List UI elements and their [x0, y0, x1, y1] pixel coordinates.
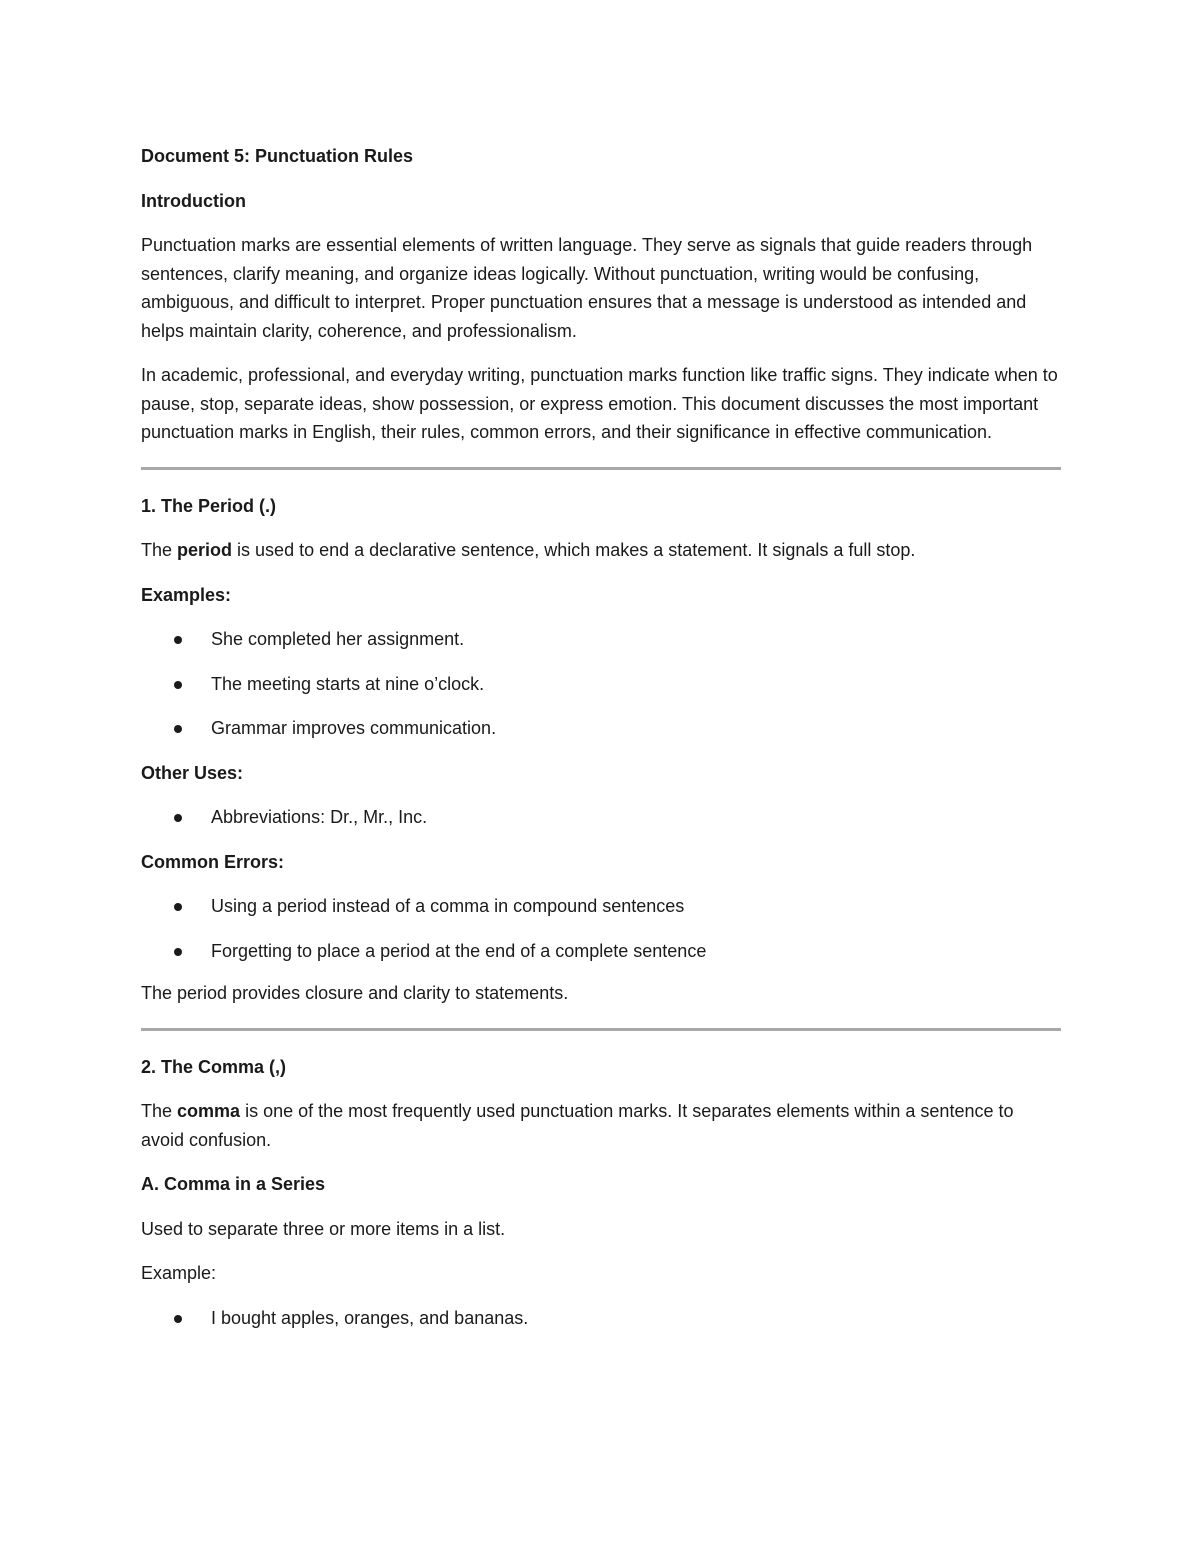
- period-other-uses-label: Other Uses:: [141, 762, 244, 783]
- comma-desc-bold: comma: [177, 1101, 241, 1121]
- list-item: [141, 803, 1061, 832]
- period-desc-bold: period: [177, 540, 233, 560]
- period-other-uses-list: [141, 803, 1061, 832]
- list-item: [141, 937, 1061, 966]
- bullet-icon: [174, 948, 182, 956]
- bullet-icon: [174, 681, 182, 689]
- list-item-text: Forgetting to place a period at the end of a complete sentence: [211, 940, 707, 961]
- intro-paragraph-2: In academic, professional, and everyday writing, punctuation marks function like traffic signs. They indicate when to pause, stop, separate ideas, show possession, or express emotion. This document discusses the most important punctuation marks in English, their rules, common errors, and their significance in effective communication.: [141, 365, 1058, 442]
- list-item-text: Abbreviations: Dr., Mr., Inc.: [211, 807, 428, 827]
- comma-series-heading: A. Comma in a Series: [141, 1174, 326, 1194]
- period-desc-pre: The: [141, 540, 178, 560]
- list-item-text: Grammar improves communication.: [211, 718, 497, 738]
- comma-examples-list: [141, 1304, 1061, 1333]
- period-description: [141, 536, 1061, 565]
- bullet-icon: [174, 1315, 182, 1323]
- bullet-icon: [174, 725, 182, 733]
- period-examples-list: [141, 625, 1061, 743]
- list-item-text: The meeting starts at nine o’clock.: [211, 673, 485, 694]
- comma-desc-post: is one of the most frequently used punctuation marks. It separates elements within a sentence to avoid confusion.: [141, 1101, 1014, 1150]
- intro-heading: Introduction: [141, 190, 246, 211]
- document-page: [141, 142, 1061, 1348]
- comma-heading: 2. The Comma (,): [141, 1056, 287, 1077]
- list-item: [141, 892, 1061, 921]
- period-errors-list: [141, 892, 1061, 965]
- bullet-icon: [174, 903, 182, 911]
- section-divider: [141, 1028, 1061, 1031]
- bullet-icon: [174, 814, 182, 822]
- list-item-text: Using a period instead of a comma in compound sentences: [211, 896, 685, 916]
- comma-series-description: Used to separate three or more items in a list.: [141, 1218, 506, 1239]
- bullet-icon: [174, 636, 182, 644]
- list-item: [141, 714, 1061, 743]
- period-desc-post: is used to end a declarative sentence, which makes a statement. It signals a full stop.: [232, 540, 916, 560]
- list-item: [141, 670, 1061, 699]
- comma-desc-pre: The: [141, 1101, 178, 1121]
- list-item-text: She completed her assignment.: [211, 629, 465, 649]
- document-title: Document 5: Punctuation Rules: [141, 146, 414, 166]
- list-item-text: I bought apples, oranges, and bananas.: [211, 1307, 529, 1328]
- intro-paragraph-1: Punctuation marks are essential elements of written language. They serve as signals that guide readers through sentences, clarify meaning, and organize ideas logically. Without punctuation, writing would be confusing, ambiguous, and difficult to interpret. Proper punctuation ensures that a message is understood as intended and helps maintain clarity, coherence, and professionalism.: [141, 235, 1033, 341]
- comma-description: [141, 1097, 1061, 1154]
- period-examples-label: Examples:: [141, 584, 232, 605]
- section-divider: [141, 467, 1061, 470]
- list-item: [141, 625, 1061, 654]
- period-closing: The period provides closure and clarity to statements.: [141, 983, 569, 1003]
- list-item: [141, 1304, 1061, 1333]
- period-errors-label: Common Errors:: [141, 851, 285, 872]
- period-heading: 1. The Period (.): [141, 495, 277, 516]
- comma-example-label: Example:: [141, 1263, 217, 1283]
